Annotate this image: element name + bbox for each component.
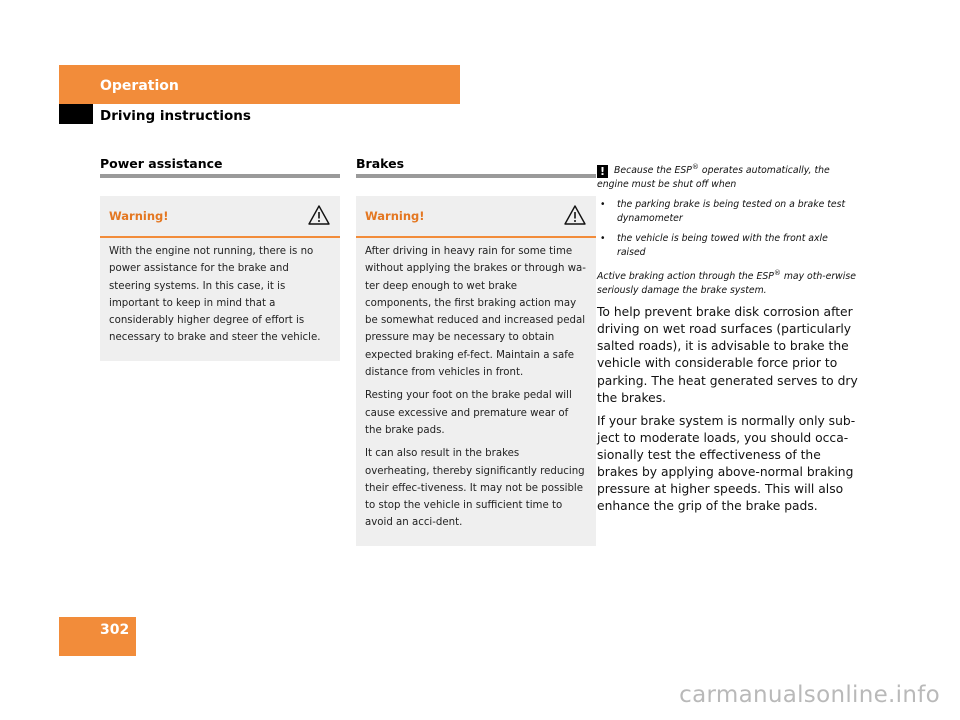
right-column [597, 160, 859, 521]
brake-care-text [597, 304, 859, 515]
heading-rule [100, 174, 340, 178]
page-number: 302 [100, 622, 130, 638]
warning-paragraph: With the engine not running, there is no power assistance for the brake and steering systems. In this case, it is important to keep in mind that a considerably higher degree of effort is necessary to brake and steer the vehicle. [109, 246, 321, 344]
section-title: Operation [100, 78, 179, 94]
brakes-heading: Brakes [356, 156, 405, 171]
header-marker [59, 104, 93, 124]
power-assistance-warning-box [100, 196, 340, 361]
note-intro: ! Because the ESP® operates automatically, the engine must be shut off when [597, 163, 830, 191]
subsection-title: Driving instructions [100, 108, 251, 124]
list-item: • the vehicle is being towed with the front axle raised [600, 233, 828, 259]
note-outro: Active braking action through the ESP® may oth-erwise seriously damage the brake system. [597, 269, 856, 297]
warning-title: Warning! [109, 209, 169, 223]
warning-paragraph: After driving in heavy rain for some time without applying the brakes or through wa-ter deep enough to wet brake components, the first braking action may be somewhat reduced and increased pedal pressure may be necessary to obtain expected braking ef-fect. Maintain a safe distance from vehicles in front. [365, 246, 586, 379]
brakes-warning-box [356, 196, 596, 546]
body-paragraph: If your brake system is normally only sub-ject to moderate loads, you should occa-sionally test the effectiveness of the brakes by applying above-normal braking pressure at higher speeds. This will also enhance the grip of the brake pads. [597, 413, 856, 514]
warning-triangle-icon [564, 204, 586, 226]
warning-body [356, 238, 596, 546]
warning-title: Warning! [365, 209, 425, 223]
bullet-icon: • [600, 233, 606, 245]
watermark: carmanualsonline.info [679, 682, 940, 708]
bullet-icon: • [600, 199, 606, 211]
heading-rule [356, 174, 596, 178]
warning-paragraph: Resting your foot on the brake pedal will cause excessive and premature wear of the brake pads. [365, 390, 572, 436]
exclamation-icon: ! [597, 165, 608, 178]
esp-note [597, 160, 859, 298]
warning-triangle-icon [308, 204, 330, 226]
warning-header [100, 196, 340, 238]
warning-paragraph: It can also result in the brakes overheating, thereby significantly reducing their effec-tiveness. It may not be possible to stop the vehicle in sufficient time to avoid an acci-dent. [365, 448, 585, 529]
list-item: • the parking brake is being tested on a brake test dynamometer [600, 199, 846, 225]
warning-header [356, 196, 596, 238]
warning-body [100, 238, 340, 361]
body-paragraph: To help prevent brake disk corrosion after driving on wet road surfaces (particularly salted roads), it is advisable to brake the vehicle with considerable force prior to parking. The heat generated serves to dry the brakes. [597, 305, 858, 405]
power-assistance-heading: Power assistance [100, 156, 223, 171]
